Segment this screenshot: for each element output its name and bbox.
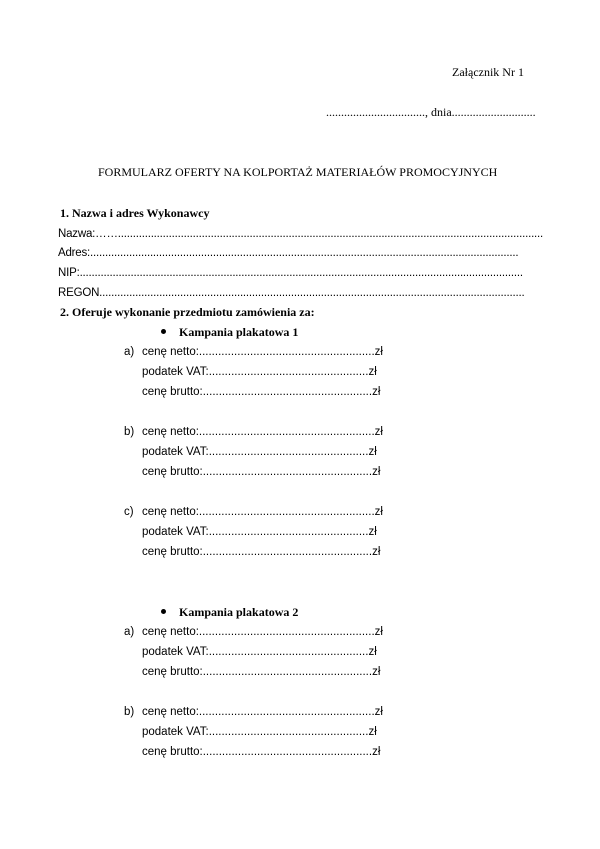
campaign2-b-vat: podatek VAT:..................................................zł <box>142 726 377 738</box>
bullet-icon <box>161 609 166 614</box>
campaign1-c-net: cenę netto:.......................................................zł <box>142 506 383 518</box>
campaign2-a-vat: podatek VAT:..................................................zł <box>142 646 377 658</box>
nip-field: NIP:.................................................................................................................................................... <box>58 267 523 279</box>
campaign1-a-vat: podatek VAT:..................................................zł <box>142 366 377 378</box>
campaign2-b-net: cenę netto:.......................................................zł <box>142 706 383 718</box>
campaign1-a-net: cenę netto:.......................................................zł <box>142 346 383 358</box>
campaign1-b-letter: b) <box>124 426 135 438</box>
attachment-number: Załącznik Nr 1 <box>452 65 524 79</box>
form-title: FORMULARZ OFERTY NA KOLPORTAŻ MATERIAŁÓW PROMOCYJNYCH <box>98 165 498 179</box>
section1-heading: 1. Nazwa i adres Wykonawcy <box>60 206 210 220</box>
campaign2-a-net: cenę netto:.......................................................zł <box>142 626 383 638</box>
regon-field: REGON.............................................................................................................................................. <box>58 287 525 299</box>
campaign2-a-letter: a) <box>124 626 135 638</box>
campaign2-a-gross: cenę brutto:.....................................................zł <box>142 666 381 678</box>
campaign2-b-letter: b) <box>124 706 135 718</box>
address-field: Adres:............................................................................................................................................... <box>58 247 519 259</box>
bullet-icon <box>161 329 166 334</box>
campaign1-b-gross: cenę brutto:.....................................................zł <box>142 466 381 478</box>
campaign1-title: Kampania plakatowa 1 <box>179 325 299 339</box>
campaign1-c-vat: podatek VAT:..................................................zł <box>142 526 377 538</box>
campaign1-c-gross: cenę brutto:.....................................................zł <box>142 546 381 558</box>
campaign2-title: Kampania plakatowa 2 <box>179 605 299 619</box>
campaign1-c-letter: c) <box>124 506 134 518</box>
date-line: ................................., dnia............................ <box>326 105 536 119</box>
campaign1-b-vat: podatek VAT:..................................................zł <box>142 446 377 458</box>
name-field: Nazwa:…….............................................................................................................................................. <box>58 228 544 240</box>
campaign2-b-gross: cenę brutto:.....................................................zł <box>142 746 381 758</box>
campaign1-a-gross: cenę brutto:.....................................................zł <box>142 386 381 398</box>
campaign1-b-net: cenę netto:.......................................................zł <box>142 426 383 438</box>
section2-heading: 2. Oferuje wykonanie przedmiotu zamówienia za: <box>60 305 315 319</box>
campaign1-a-letter: a) <box>124 346 135 358</box>
